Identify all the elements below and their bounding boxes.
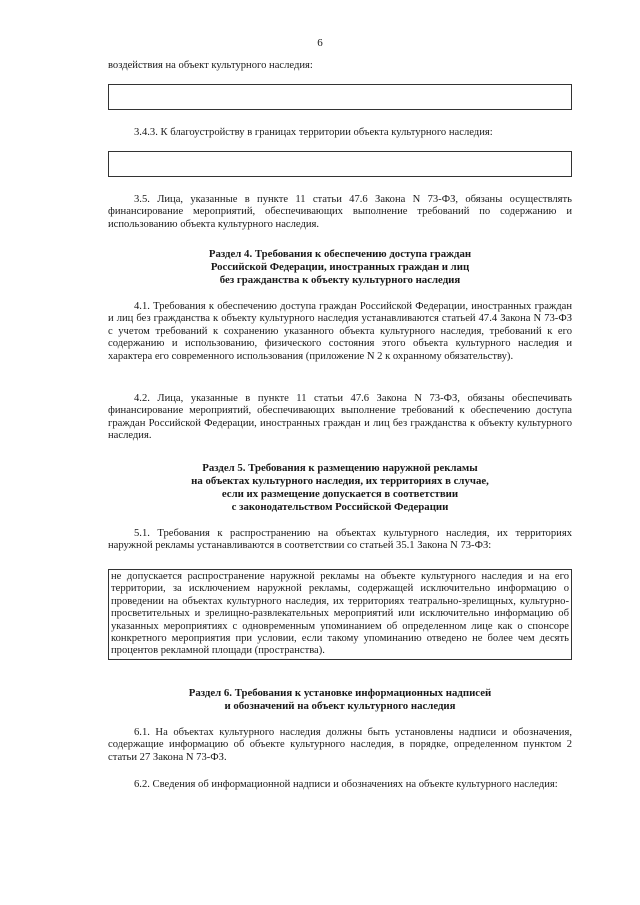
empty-field-box-landscaping (108, 151, 572, 177)
paragraph-6-2: 6.2. Сведения об информационной надписи и обозначениях на объекте культурного наследия: (134, 779, 558, 790)
section-6-heading (108, 687, 572, 713)
paragraph-3-5: 3.5. Лица, указанные в пункте 11 статьи 47.6 Закона N 73-ФЗ, обязаны осуществлять финансирование мероприятий, обеспечивающих выполнение требований по содержанию и использованию объекта культурного наследия. (108, 194, 572, 230)
section-6-heading-line: и обозначений на объект культурного наследия (224, 700, 456, 712)
section-4-heading (108, 248, 572, 287)
paragraph-4-2: 4.2. Лица, указанные в пункте 11 статьи 47.6 Закона N 73-ФЗ, обязаны обеспечивать финансирование мероприятий, обеспечивающих выполнение требований к обеспечению доступа граждан Российской Федерации, иностранных граждан и лиц без гражданства к объекту культурного наследия. (108, 393, 572, 442)
paragraph-6-1: 6.1. На объектах культурного наследия должны быть установлены надписи и обозначения, содержащие информацию об объекте культурного наследия, в порядке, определенном пунктом 2 статьи 27 Закона N 73-ФЗ. (108, 727, 572, 763)
section-5-heading (108, 462, 572, 514)
section-5-heading-line: на объектах культурного наследия, их территориях в случае, (191, 475, 489, 487)
section-5-heading-line: с законодательством Российской Федерации (231, 501, 449, 513)
section-4-heading-line: без гражданства к объекту культурного наследия (219, 274, 461, 286)
empty-field-box-impact (108, 84, 572, 110)
page-number: 6 (317, 37, 323, 49)
section-5-heading-line: если их размещение допускается в соответствии (221, 488, 459, 500)
paragraph-4-1: 4.1. Требования к обеспечению доступа граждан Российской Федерации, иностранных граждан и лиц без гражданства к объекту культурного наследия устанавливаются статьей 47.4 Закона N 73-ФЗ с учетом требований к сохранению указанного объекта культурного наследия, требований к его содержанию и использованию, физического состояния этого объекта культурного наследия и характера его современного использования (приложение N 2 к охранному обязательству). (108, 301, 572, 362)
section-4-heading-line: Российской Федерации, иностранных граждан и лиц (210, 261, 470, 273)
section-4-heading-line: Раздел 4. Требования к обеспечению доступа граждан (208, 248, 472, 260)
section-6-heading-line: Раздел 6. Требования к установке информационных надписей (188, 687, 492, 699)
paragraph-continuation: воздействия на объект культурного наследия: (108, 60, 313, 71)
section-5-heading-line: Раздел 5. Требования к размещению наружной рекламы (202, 462, 478, 474)
paragraph-5-1: 5.1. Требования к распространению на объектах культурного наследия, их территориях наружной рекламы устанавливаются в соответствии со статьей 35.1 Закона N 73-ФЗ: (108, 528, 572, 552)
paragraph-3-4-3: 3.4.3. К благоустройству в границах территории объекта культурного наследия: (134, 127, 493, 138)
advertising-requirements-box: не допускается распространение наружной рекламы на объекте культурного наследия и на его территории, за исключением наружной рекламы, содержащей исключительно информацию о проведении на объектах культурного наследия, их территориях театрально-зрелищных, культурно-просветительных и зрелищно-развлекательных мероприятий или исключительно информацию об указанных мероприятиях с одновременным упоминанием об определенном лице как о спонсоре конкретного мероприятия при условии, если такому упоминанию отведено не более чем десять процентов рекламной площади (пространства). (108, 569, 572, 660)
